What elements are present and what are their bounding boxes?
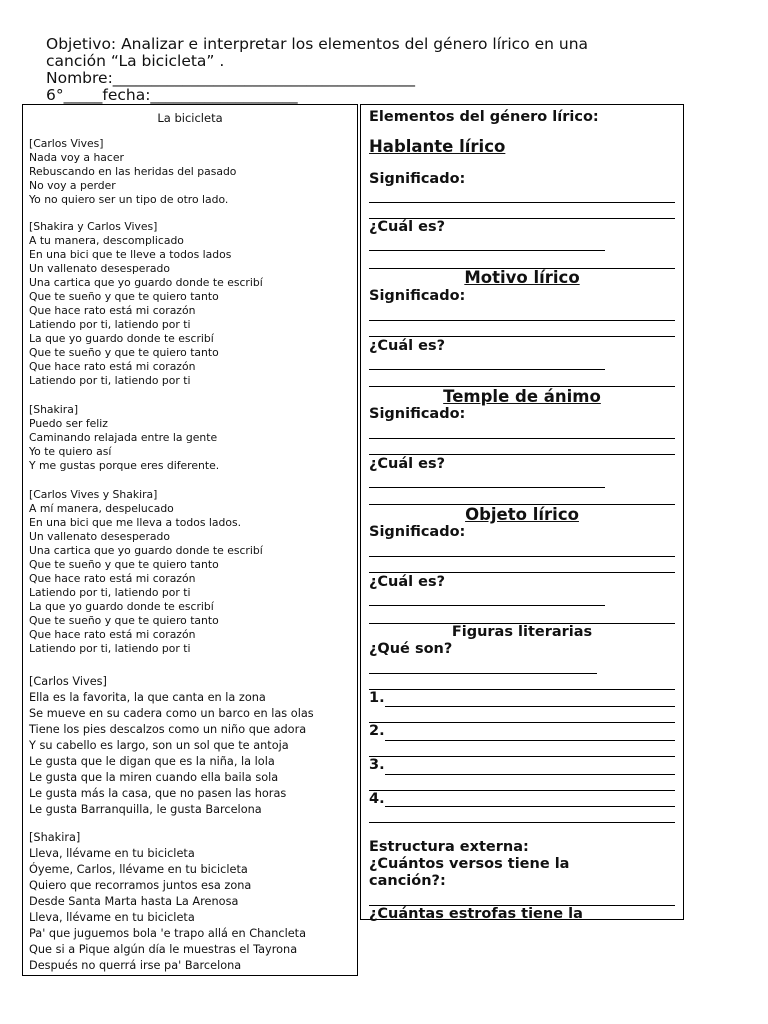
lyric-line: Y me gustas porque eres diferente. <box>29 459 220 472</box>
answer-line[interactable] <box>385 774 675 775</box>
lyric-line: Le gusta que le digan que es la niña, la lola <box>29 755 275 768</box>
answer-line[interactable] <box>369 722 675 723</box>
worksheet-heading: Elementos del género lírico: <box>369 109 599 125</box>
lyric-line: A mí manera, despelucado <box>29 502 174 515</box>
lyric-line: Que hace rato está mi corazón <box>29 628 196 641</box>
answer-line[interactable] <box>385 806 675 807</box>
lyric-line: [Shakira y Carlos Vives] <box>29 220 158 233</box>
lyric-line: Latiendo por ti, latiendo por ti <box>29 586 191 599</box>
answer-line[interactable] <box>369 572 675 573</box>
cual-label: ¿Cuál es? <box>369 338 446 354</box>
lyric-line: Después no querrá irse pa' Barcelona <box>29 959 242 972</box>
cual-label: ¿Cuál es? <box>369 456 446 472</box>
lyric-line: Pa' que juguemos bola 'e trapo allá en Chancleta <box>29 927 307 940</box>
lyric-line: Que te sueño y que te quiero tanto <box>29 346 219 359</box>
figura-number-4: 4. <box>369 791 385 807</box>
lyric-line: [Carlos Vives] <box>29 675 107 688</box>
lyric-line: [Carlos Vives] <box>29 137 104 150</box>
answer-line[interactable] <box>369 556 675 557</box>
lyric-line: Que si a Pique algún día le muestras el Tayrona <box>29 943 298 956</box>
answer-line[interactable] <box>369 756 675 757</box>
lyric-line: No voy a perder <box>29 179 116 192</box>
lyric-line: La que yo guardo donde te escribí <box>29 332 214 345</box>
figura-number-2: 2. <box>369 723 385 739</box>
figuras-title: Figuras literarias <box>451 624 593 640</box>
answer-line[interactable] <box>385 740 675 741</box>
cual-label: ¿Cuál es? <box>369 219 446 235</box>
lyric-line: Latiendo por ti, latiendo por ti <box>29 642 191 655</box>
lyrics-box <box>22 104 358 976</box>
lyric-line: Que hace rato está mi corazón <box>29 360 196 373</box>
answer-line[interactable] <box>369 822 675 823</box>
objective-line-1: Objetivo: Analizar e interpretar los elementos del género lírico en una <box>46 35 589 53</box>
section-title-temple: Temple de ánimo <box>443 387 601 406</box>
answer-line[interactable] <box>369 605 605 606</box>
answer-line[interactable] <box>369 336 675 337</box>
lyric-line: Se mueve en su cadera como un barco en las olas <box>29 707 314 720</box>
lyric-line: Yo te quiero así <box>29 445 112 458</box>
lyric-line: Que te sueño y que te quiero tanto <box>29 614 219 627</box>
lyric-line: Lleva, llévame en tu bicicleta <box>29 911 195 924</box>
worksheet-box <box>360 104 684 920</box>
answer-line[interactable] <box>385 706 675 707</box>
lyric-line: [Shakira] <box>29 403 79 416</box>
significado-label: Significado: <box>369 406 466 422</box>
lyric-line: Caminando relajada entre la gente <box>29 431 218 444</box>
lyric-line: Puedo ser feliz <box>29 417 108 430</box>
answer-line[interactable] <box>369 454 675 455</box>
lyric-line: Que te sueño y que te quiero tanto <box>29 558 219 571</box>
answer-line[interactable] <box>369 790 675 791</box>
significado-label: Significado: <box>369 171 466 187</box>
cual-label: ¿Cuál es? <box>369 574 446 590</box>
section-title-hablante: Hablante lírico <box>369 137 506 156</box>
lyric-line: Una cartica que yo guardo donde te escribí <box>29 544 263 557</box>
figura-number-3: 3. <box>369 757 385 773</box>
lyric-line: Tiene los pies descalzos como un niño que adora <box>29 723 307 736</box>
answer-line[interactable] <box>369 369 605 370</box>
lyric-line: Latiendo por ti, latiendo por ti <box>29 318 191 331</box>
lyric-line: [Carlos Vives y Shakira] <box>29 488 158 501</box>
lyric-line: Y su cabello es largo, son un sol que te antoja <box>29 739 289 752</box>
answer-line[interactable] <box>369 250 605 251</box>
objective-line-2: canción “La bicicleta” . <box>46 52 225 70</box>
lyric-line: En una bici que me lleva a todos lados. <box>29 516 242 529</box>
que-son-label: ¿Qué son? <box>369 641 453 657</box>
lyric-line: Un vallenato desesperado <box>29 530 170 543</box>
answer-line[interactable] <box>369 487 605 488</box>
lyric-line: La que yo guardo donde te escribí <box>29 600 214 613</box>
lyric-line: Óyeme, Carlos, llévame en tu bicicleta <box>29 863 248 876</box>
song-title: La bicicleta <box>157 111 223 125</box>
answer-line[interactable] <box>369 673 597 674</box>
lyric-line: Un vallenato desesperado <box>29 262 170 275</box>
lyric-line: Latiendo por ti, latiendo por ti <box>29 374 191 387</box>
lyric-line: Yo no quiero ser un tipo de otro lado. <box>29 193 229 206</box>
versos-question-line1: ¿Cuántos versos tiene la <box>369 856 570 872</box>
lyric-line: A tu manera, descomplicado <box>29 234 184 247</box>
section-title-objeto: Objeto lírico <box>465 505 579 524</box>
versos-question-line2: canción?: <box>369 873 446 889</box>
answer-line[interactable] <box>369 689 675 690</box>
significado-label: Significado: <box>369 524 466 540</box>
lyric-line: Que hace rato está mi corazón <box>29 304 196 317</box>
lyric-line: Le gusta que la miren cuando ella baila sola <box>29 771 279 784</box>
lyric-line: En una bici que te lleve a todos lados <box>29 248 232 261</box>
lyric-line: Una cartica que yo guardo donde te escribí <box>29 276 263 289</box>
lyric-line: Ella es la favorita, la que canta en la zona <box>29 691 266 704</box>
lyric-line: Desde Santa Marta hasta La Arenosa <box>29 895 239 908</box>
figura-number-1: 1. <box>369 690 385 706</box>
lyric-line: Rebuscando en las heridas del pasado <box>29 165 237 178</box>
lyric-line: Quiero que recorramos juntos esa zona <box>29 879 252 892</box>
answer-line[interactable] <box>369 202 675 203</box>
lyric-line: [Shakira] <box>29 831 81 844</box>
significado-label: Significado: <box>369 288 466 304</box>
lyric-line: Nada voy a hacer <box>29 151 124 164</box>
lyric-line: Le gusta Barranquilla, le gusta Barcelona <box>29 803 262 816</box>
name-line: Nombre:_______________________________________ <box>46 69 416 87</box>
lyric-line: Que te sueño y que te quiero tanto <box>29 290 219 303</box>
grade-date-line: 6°_____fecha:___________________ <box>46 86 298 104</box>
section-title-motivo: Motivo lírico <box>464 268 580 287</box>
answer-line[interactable] <box>369 438 675 439</box>
lyric-line: Le gusta más la casa, que no pasen las horas <box>29 787 287 800</box>
lyric-line: Que hace rato está mi corazón <box>29 572 196 585</box>
estructura-title: Estructura externa: <box>369 839 529 855</box>
answer-line[interactable] <box>369 320 675 321</box>
estrofas-question: ¿Cuántas estrofas tiene la <box>369 906 583 922</box>
lyric-line: Lleva, llévame en tu bicicleta <box>29 847 195 860</box>
